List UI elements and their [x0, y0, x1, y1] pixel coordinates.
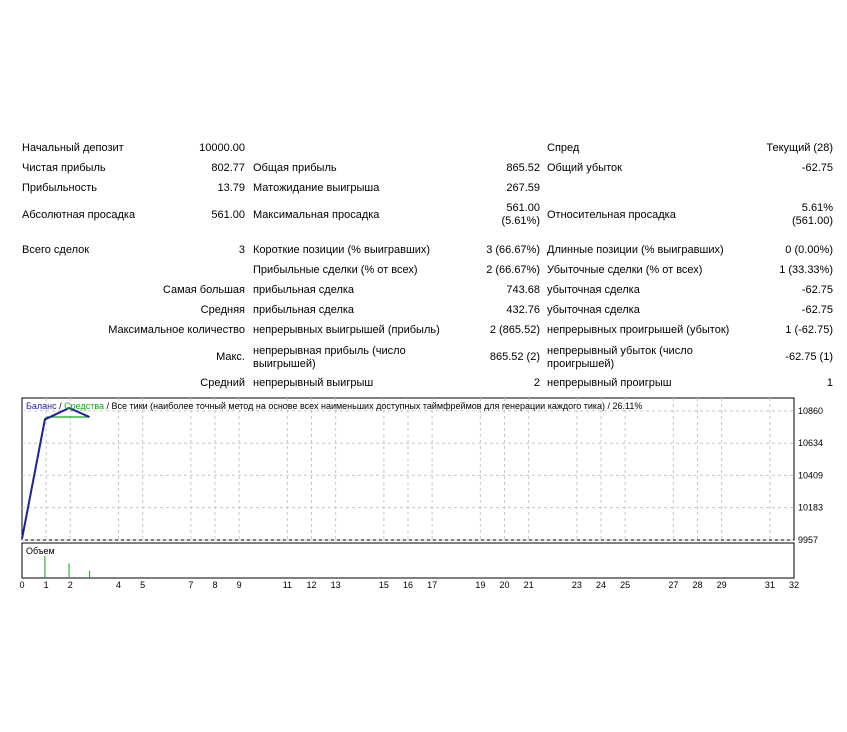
profit-trades-label: Прибыльные сделки (% от всех)	[253, 264, 418, 276]
y-tick-label: 10409	[798, 470, 824, 481]
x-tick-label: 27	[668, 580, 679, 590]
avg-consecutive-wins-value: 2	[533, 377, 540, 389]
maximal-drawdown-value: 561.00	[506, 202, 540, 214]
y-axis	[798, 406, 823, 545]
profit-factor-value: 13.79	[217, 182, 245, 194]
x-tick-label: 32	[788, 580, 800, 590]
largest-label: Самая большая	[162, 284, 245, 296]
total-trades-value: 3	[238, 244, 245, 256]
legend-separator: /	[56, 401, 65, 411]
model-description: Все тики (наиболее точный метод на основе всех наименьших доступных таймфреймов для генерации каждого тика)	[111, 401, 605, 411]
x-tick-label: 1	[43, 580, 49, 590]
x-tick-label: 16	[402, 580, 414, 590]
absolute-drawdown-value: 561.00	[211, 209, 245, 221]
x-tick-label: 20	[499, 580, 510, 590]
y-tick-label: 9957	[798, 535, 819, 545]
max-consecutive-profit-label: непрерывная прибыль (число выигрышей)	[253, 345, 406, 370]
avg-consecutive-wins-label: непрерывный выигрыш	[253, 377, 374, 389]
short-positions-value: 3 (66.67%)	[486, 244, 540, 256]
initial-deposit-label: Начальный депозит	[22, 142, 124, 154]
largest-profit-value: 743.68	[506, 284, 540, 296]
maximum-count-label: Максимальное количество	[108, 324, 245, 336]
profit-trades-value: 2 (66.67%)	[486, 264, 540, 276]
initial-deposit-value: 10000.00	[199, 142, 245, 154]
gross-profit-label: Общая прибыль	[253, 162, 337, 174]
largest-profit-label: прибыльная сделка	[253, 284, 355, 296]
legend-separator: /	[605, 401, 613, 411]
average-label: Средняя	[200, 304, 245, 316]
balance-chart-area	[0, 395, 847, 595]
x-tick-label: 7	[188, 580, 194, 590]
x-tick-label: 31	[764, 580, 775, 590]
avg-consecutive-losses-value: 1	[826, 377, 833, 389]
x-tick-label: 21	[523, 580, 534, 590]
maximal-label: Макс.	[216, 351, 245, 363]
y-tick-label: 10634	[798, 438, 824, 449]
x-tick-label: 17	[427, 580, 438, 590]
y-tick-label: 10860	[798, 405, 824, 416]
total-trades-label: Всего сделок	[22, 244, 90, 256]
maximal-drawdown-percent: (5.61%)	[501, 215, 540, 227]
x-tick-label: 0	[19, 580, 25, 590]
max-consecutive-profit-value: 865.52 (2)	[489, 351, 540, 363]
legend-separator: /	[104, 401, 112, 411]
modeling-quality: 26.11%	[612, 401, 643, 411]
x-tick-label: 4	[115, 580, 122, 590]
y-tick-label: 10183	[798, 502, 824, 513]
net-profit-label: Чистая прибыль	[22, 162, 106, 174]
expected-payoff-value: 267.59	[506, 182, 540, 194]
expected-payoff-label: Матожидание выигрыша	[253, 182, 380, 194]
loss-trades-value: 1 (33.33%)	[779, 264, 833, 276]
x-tick-label: 11	[282, 580, 293, 590]
gross-loss-value: -62.75	[801, 162, 833, 174]
absolute-drawdown-label: Абсолютная просадка	[22, 209, 136, 221]
average-profit-label: прибыльная сделка	[253, 304, 355, 316]
x-tick-label: 9	[236, 580, 242, 590]
x-tick-label: 24	[595, 580, 607, 590]
relative-drawdown-label: Относительная просадка	[547, 209, 676, 221]
largest-loss-label: убыточная сделка	[547, 284, 640, 296]
x-tick-label: 2	[67, 580, 73, 590]
spread-label: Спред	[547, 142, 580, 154]
x-tick-label: 13	[330, 580, 341, 590]
volume-plot-frame	[22, 543, 794, 578]
average-loss-value: -62.75	[801, 304, 833, 316]
x-tick-label: 29	[716, 580, 727, 590]
x-tick-label: 5	[140, 580, 146, 590]
net-profit-value: 802.77	[211, 162, 245, 174]
gross-profit-value: 865.52	[506, 162, 540, 174]
avg-consecutive-losses-label: непрерывный проигрыш	[547, 377, 672, 389]
relative-drawdown-percent: 5.61%	[801, 202, 833, 214]
gross-loss-label: Общий убыток	[547, 162, 622, 174]
max-consecutive-wins-label: непрерывных выигрышей (прибыль)	[253, 324, 440, 336]
average-profit-value: 432.76	[506, 304, 540, 316]
x-axis	[19, 580, 799, 590]
maximal-drawdown-label: Максимальная просадка	[253, 209, 380, 221]
long-positions-label: Длинные позиции (% выигравших)	[547, 244, 724, 256]
max-consecutive-losses-value: 1 (-62.75)	[785, 324, 833, 336]
balance-chart	[0, 395, 847, 595]
max-consecutive-loss-value: -62.75 (1)	[785, 351, 833, 363]
short-positions-label: Короткие позиции (% выигравших)	[253, 244, 431, 256]
x-tick-label: 15	[378, 580, 389, 590]
max-consecutive-wins-value: 2 (865.52)	[489, 324, 540, 336]
largest-loss-value: -62.75	[801, 284, 833, 296]
average-loss-label: убыточная сделка	[547, 304, 640, 316]
profit-factor-label: Прибыльность	[22, 182, 97, 194]
x-tick-label: 19	[475, 580, 486, 590]
avg-label: Средний	[200, 377, 245, 389]
x-tick-label: 12	[306, 580, 317, 590]
chart-header-text	[26, 401, 642, 411]
legend-balance: Баланс	[26, 401, 57, 411]
max-consecutive-loss-label: непрерывный убыток (число проигрышей)	[547, 345, 693, 370]
x-tick-label: 28	[692, 580, 703, 590]
relative-drawdown-value: (561.00)	[792, 215, 833, 227]
spread-value: Текущий (28)	[766, 142, 833, 154]
volume-label: Объем	[26, 546, 55, 556]
loss-trades-label: Убыточные сделки (% от всех)	[547, 264, 703, 276]
x-tick-label: 8	[212, 580, 218, 590]
x-tick-label: 25	[620, 580, 631, 590]
legend-equity: Средства	[64, 401, 105, 411]
long-positions-value: 0 (0.00%)	[785, 244, 833, 256]
x-tick-label: 23	[571, 580, 582, 590]
max-consecutive-losses-label: непрерывных проигрышей (убыток)	[547, 324, 730, 336]
